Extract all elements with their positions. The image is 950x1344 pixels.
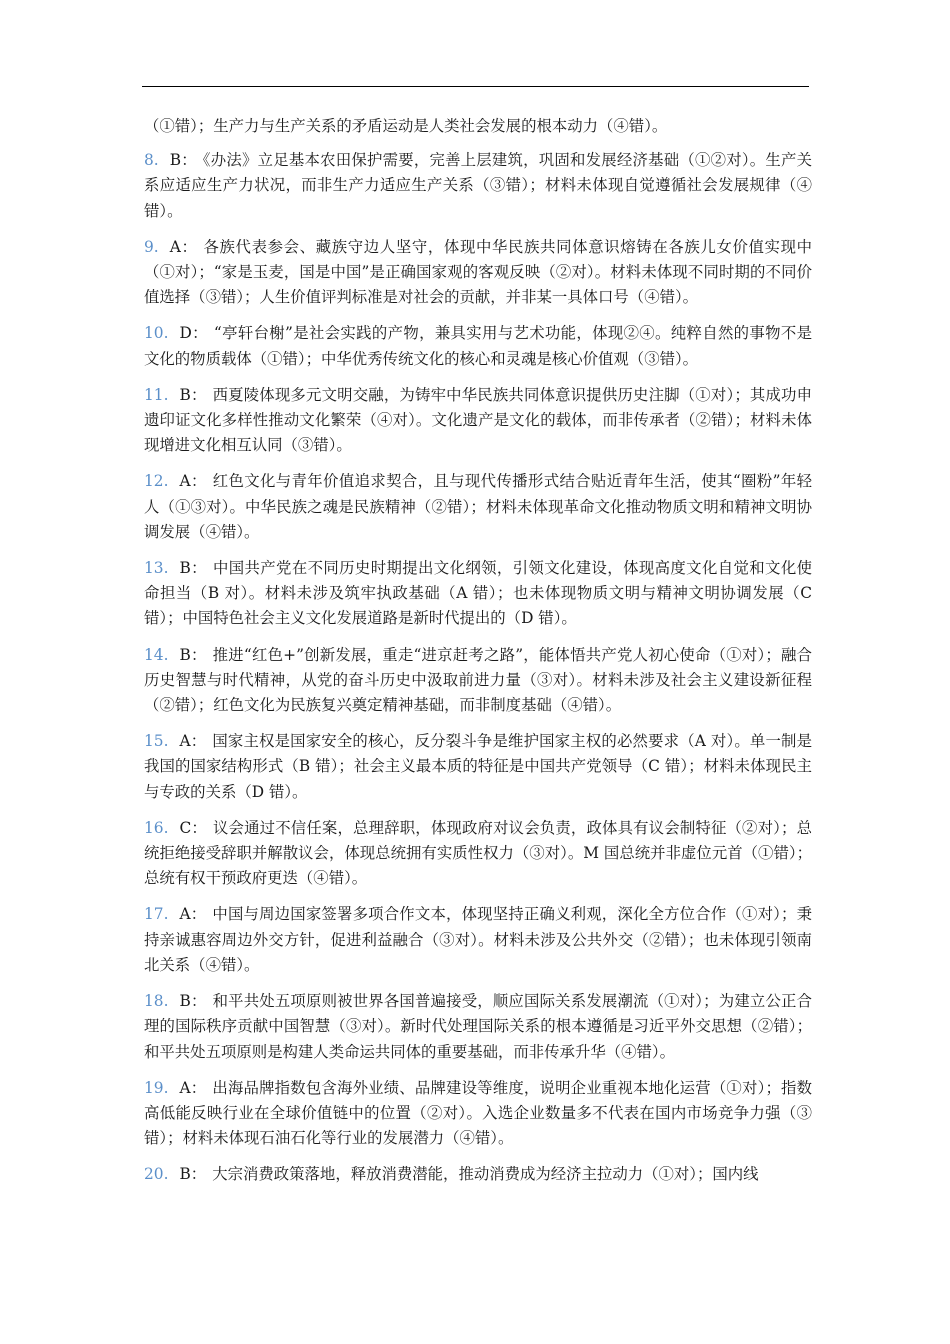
item-number: 9. <box>144 237 159 256</box>
item-number: 18. <box>144 992 169 1011</box>
item-number: 8. <box>144 151 159 170</box>
item-number: 11. <box>144 385 169 404</box>
header-rule <box>142 86 809 87</box>
list-item <box>144 816 812 892</box>
item-number: 19. <box>144 1078 169 1097</box>
answer-explanations <box>144 114 812 1199</box>
item-explanation: 西夏陵体现多元文明交融，为铸牢中华民族共同体意识提供历史注脚（①对）；其成功申遗印证文化多样性推动文化繁荣（④对）。文化遗产是文化的载体，而非传承者（②错）；材料未体现增进文化相互认同（③错）。 <box>144 385 812 455</box>
item-answer: C： <box>179 818 207 837</box>
list-item <box>144 321 812 371</box>
list-item <box>144 643 812 719</box>
item-explanation: 中国共产党在不同历史时期提出文化纲领，引领文化建设，体现高度文化自觉和文化使命担当（B 对）。材料未涉及筑牢执政基础（A 错）；也未体现物质文明与精神文明协调发展（C 错）；中国特色社会主义文化发展道路是新时代提出的（D 错）。 <box>144 559 812 628</box>
list-item <box>144 556 812 632</box>
item-explanation: “亭轩台榭”是社会实践的产物，兼具实用与艺术功能，体现②④。纯粹自然的事物不是文化的物质载体（①错）；中华优秀传统文化的核心和灵魂是核心价值观（③错）。 <box>144 324 812 368</box>
item-answer: A： <box>179 1078 207 1097</box>
item-answer: B： <box>179 992 207 1011</box>
item-explanation: 国家主权是国家安全的核心，反分裂斗争是维护国家主权的必然要求（A 对）。单一制是我国的国家结构形式（B 错）；社会主义最本质的特征是中国共产党领导（C 错）；材料未体现民主与专政的关系（D 错）。 <box>144 732 812 801</box>
item-answer: A： <box>179 905 207 924</box>
item-number: 12. <box>144 472 169 491</box>
list-item <box>144 235 812 311</box>
item-explanation: 大宗消费政策落地，释放消费潜能，推动消费成为经济主拉动力（①对）；国内线 <box>212 1165 759 1184</box>
item-answer: A： <box>169 237 198 256</box>
item-explanation: 议会通过不信任案，总理辞职，体现政府对议会负责，政体具有议会制特征（②对）；总统拒绝接受辞职并解散议会，体现总统拥有实质性权力（③对）。M 国总统并非虚位元首（①错）；总统有权干预政府更迭（④错）。 <box>144 818 812 888</box>
list-item <box>144 148 812 224</box>
item-number: 14. <box>144 645 169 664</box>
item-explanation: 和平共处五项原则被世界各国普遍接受，顺应国际关系发展潮流（①对）；为建立公正合理的国际秩序贡献中国智慧（③对）。新时代处理国际关系的根本遵循是习近平外交思想（②错）；和平共处五项原则是构建人类命运共同体的重要基础，而非传承升华（④错）。 <box>144 992 812 1061</box>
item-number: 20. <box>144 1165 169 1184</box>
list-item <box>144 469 812 545</box>
item-answer: B： <box>179 559 207 578</box>
item-number: 10. <box>144 324 169 343</box>
item-explanation: 各族代表参会、藏族守边人坚守，体现中华民族共同体意识熔铸在各族儿女价值实现中（①对）；“家是玉麦，国是中国”是正确国家观的客观反映（②对）。材料未体现不同时期的不同价值选择（③错）；人生价值评判标准是对社会的贡献，并非某一具体口号（④错）。 <box>144 237 812 307</box>
item-answer: A： <box>179 732 207 751</box>
list-item <box>144 729 812 805</box>
item-answer: D： <box>179 324 208 343</box>
item-number: 15. <box>144 732 169 751</box>
item-number: 17. <box>144 905 169 924</box>
item-explanation: 推进“红色+”创新发展，重走“进京赶考之路”，能体悟共产党人初心使命（①对）；融合历史智慧与时代精神，从党的奋斗历史中汲取前进力量（③对）。材料未涉及社会主义建设新征程（②错）；红色文化为民族复兴奠定精神基础，而非制度基础（④错）。 <box>144 645 813 715</box>
list-item <box>144 1162 812 1187</box>
item-explanation: 《办法》立足基本农田保护需要，完善上层建筑，巩固和发展经济基础（①②对）。生产关系应适应生产力状况，而非生产力适应生产关系（③错）；材料未体现自觉遵循社会发展规律（④错）。 <box>144 151 813 220</box>
list-item <box>144 989 812 1065</box>
item-answer: B： <box>169 151 197 170</box>
item-explanation: 红色文化与青年价值追求契合，且与现代传播形式结合贴近青年生活，使其“圈粉”年轻人（①③对）。中华民族之魂是民族精神（②错）；材料未体现革命文化推动物质文明和精神文明协调发展（④错）。 <box>144 472 812 541</box>
item-answer: B： <box>179 1165 207 1184</box>
item-explanation: 中国与周边国家签署多项合作文本，体现坚持正确义利观，深化全方位合作（①对）；秉持亲诚惠容周边外交方针，促进利益融合（③对）。材料未涉及公共外交（②错）；也未体现引领南北关系（④错）。 <box>144 905 812 974</box>
list-item <box>144 1076 812 1152</box>
item-answer: B： <box>179 645 207 664</box>
item-answer: A： <box>179 472 207 491</box>
item-explanation: 出海品牌指数包含海外业绩、品牌建设等维度，说明企业重视本地化运营（①对）；指数高低能反映行业在全球价值链中的位置（②对）。入选企业数量多不代表在国内市场竞争力强（③错）；材料未体现石油石化等行业的发展潜力（④错）。 <box>144 1078 812 1148</box>
list-item <box>144 383 812 459</box>
item-number: 13. <box>144 559 169 578</box>
item-number: 16. <box>144 818 169 837</box>
item-answer: B： <box>179 385 207 404</box>
continued-explanation: （①错）；生产力与生产关系的矛盾运动是人类社会发展的根本动力（④错）。 <box>144 117 668 135</box>
list-item <box>144 902 812 978</box>
